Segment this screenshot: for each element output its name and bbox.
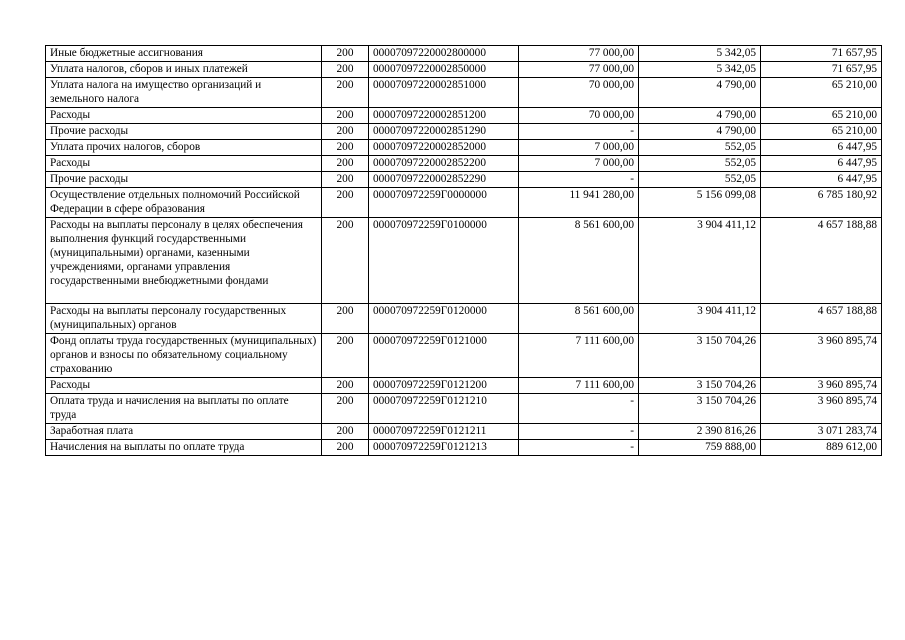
remaining-amount-cell: 65 210,00 — [761, 108, 882, 124]
assigned-amount-cell: 77 000,00 — [519, 46, 639, 62]
line-code-cell: 200 — [322, 424, 369, 440]
executed-amount-cell: 4 790,00 — [639, 124, 761, 140]
executed-amount-cell: 552,05 — [639, 156, 761, 172]
executed-amount-cell: 5 342,05 — [639, 62, 761, 78]
budget-code-cell: 000070972259Г0120000 — [369, 304, 519, 334]
table-row — [46, 304, 882, 334]
table-row — [46, 46, 882, 62]
budget-code-cell: 000070972259Г0100000 — [369, 218, 519, 304]
executed-amount-cell: 3 150 704,26 — [639, 378, 761, 394]
row-name-cell: Начисления на выплаты по оплате труда — [46, 440, 322, 456]
executed-amount-cell: 2 390 816,26 — [639, 424, 761, 440]
row-name-cell: Расходы — [46, 108, 322, 124]
row-name-cell: Расходы на выплаты персоналу государственных (муниципальных) органов — [46, 304, 322, 334]
row-name-cell: Расходы — [46, 156, 322, 172]
budget-execution-table — [45, 45, 882, 456]
assigned-amount-cell: 7 000,00 — [519, 156, 639, 172]
budget-code-cell: 000070972259Г0000000 — [369, 188, 519, 218]
assigned-amount-cell: 7 000,00 — [519, 140, 639, 156]
budget-code-cell: 00007097220002852000 — [369, 140, 519, 156]
row-name-cell: Иные бюджетные ассигнования — [46, 46, 322, 62]
executed-amount-cell: 3 904 411,12 — [639, 218, 761, 304]
budget-code-cell: 000070972259Г0121000 — [369, 334, 519, 378]
line-code-cell: 200 — [322, 304, 369, 334]
remaining-amount-cell: 889 612,00 — [761, 440, 882, 456]
assigned-amount-cell: 8 561 600,00 — [519, 218, 639, 304]
line-code-cell: 200 — [322, 172, 369, 188]
assigned-amount-cell: - — [519, 172, 639, 188]
table-row — [46, 140, 882, 156]
budget-code-cell: 00007097220002800000 — [369, 46, 519, 62]
line-code-cell: 200 — [322, 188, 369, 218]
line-code-cell: 200 — [322, 62, 369, 78]
executed-amount-cell: 3 150 704,26 — [639, 394, 761, 424]
budget-code-cell: 00007097220002852290 — [369, 172, 519, 188]
row-name-cell: Прочие расходы — [46, 124, 322, 140]
executed-amount-cell: 552,05 — [639, 172, 761, 188]
assigned-amount-cell: - — [519, 440, 639, 456]
assigned-amount-cell: 8 561 600,00 — [519, 304, 639, 334]
assigned-amount-cell: - — [519, 124, 639, 140]
assigned-amount-cell: 11 941 280,00 — [519, 188, 639, 218]
line-code-cell: 200 — [322, 218, 369, 304]
assigned-amount-cell: - — [519, 424, 639, 440]
remaining-amount-cell: 6 447,95 — [761, 156, 882, 172]
budget-code-cell: 000070972259Г0121213 — [369, 440, 519, 456]
assigned-amount-cell: 7 111 600,00 — [519, 378, 639, 394]
table-row — [46, 394, 882, 424]
row-name-cell: Заработная плата — [46, 424, 322, 440]
table-row — [46, 108, 882, 124]
remaining-amount-cell: 6 447,95 — [761, 172, 882, 188]
row-name-cell: Уплата прочих налогов, сборов — [46, 140, 322, 156]
line-code-cell: 200 — [322, 394, 369, 424]
line-code-cell: 200 — [322, 78, 369, 108]
remaining-amount-cell: 6 785 180,92 — [761, 188, 882, 218]
executed-amount-cell: 3 904 411,12 — [639, 304, 761, 334]
remaining-amount-cell: 3 071 283,74 — [761, 424, 882, 440]
remaining-amount-cell: 65 210,00 — [761, 78, 882, 108]
row-name-cell: Осуществление отдельных полномочий Российской Федерации в сфере образования — [46, 188, 322, 218]
assigned-amount-cell: 70 000,00 — [519, 108, 639, 124]
budget-code-cell: 000070972259Г0121200 — [369, 378, 519, 394]
line-code-cell: 200 — [322, 156, 369, 172]
assigned-amount-cell: 77 000,00 — [519, 62, 639, 78]
row-name-cell: Фонд оплаты труда государственных (муниципальных) органов и взносы по обязательному социальному страхованию — [46, 334, 322, 378]
row-name-cell: Прочие расходы — [46, 172, 322, 188]
document-page — [45, 45, 882, 456]
assigned-amount-cell: - — [519, 394, 639, 424]
table-row — [46, 124, 882, 140]
table-row — [46, 440, 882, 456]
line-code-cell: 200 — [322, 440, 369, 456]
budget-code-cell: 000070972259Г0121211 — [369, 424, 519, 440]
remaining-amount-cell: 4 657 188,88 — [761, 304, 882, 334]
line-code-cell: 200 — [322, 46, 369, 62]
line-code-cell: 200 — [322, 108, 369, 124]
budget-code-cell: 00007097220002852200 — [369, 156, 519, 172]
table-row — [46, 156, 882, 172]
remaining-amount-cell: 65 210,00 — [761, 124, 882, 140]
executed-amount-cell: 4 790,00 — [639, 108, 761, 124]
table-row — [46, 334, 882, 378]
budget-code-cell: 00007097220002851200 — [369, 108, 519, 124]
executed-amount-cell: 759 888,00 — [639, 440, 761, 456]
table-row — [46, 378, 882, 394]
table-row — [46, 188, 882, 218]
executed-amount-cell: 5 156 099,08 — [639, 188, 761, 218]
table-row — [46, 78, 882, 108]
remaining-amount-cell: 3 960 895,74 — [761, 334, 882, 378]
row-name-cell: Уплата налога на имущество организаций и земельного налога — [46, 78, 322, 108]
executed-amount-cell: 5 342,05 — [639, 46, 761, 62]
executed-amount-cell: 552,05 — [639, 140, 761, 156]
table-row — [46, 218, 882, 304]
assigned-amount-cell: 7 111 600,00 — [519, 334, 639, 378]
line-code-cell: 200 — [322, 334, 369, 378]
row-name-cell: Расходы — [46, 378, 322, 394]
remaining-amount-cell: 6 447,95 — [761, 140, 882, 156]
table-row — [46, 62, 882, 78]
table-row — [46, 172, 882, 188]
line-code-cell: 200 — [322, 378, 369, 394]
row-name-cell: Оплата труда и начисления на выплаты по оплате труда — [46, 394, 322, 424]
budget-code-cell: 000070972259Г0121210 — [369, 394, 519, 424]
remaining-amount-cell: 71 657,95 — [761, 46, 882, 62]
table-row — [46, 424, 882, 440]
executed-amount-cell: 4 790,00 — [639, 78, 761, 108]
row-name-cell: Расходы на выплаты персоналу в целях обеспечения выполнения функций государственными (муниципальными) органами, казенными учреждениями, органами управления государственными внебюджетными фондами — [46, 218, 322, 304]
remaining-amount-cell: 3 960 895,74 — [761, 378, 882, 394]
budget-code-cell: 00007097220002851290 — [369, 124, 519, 140]
budget-code-cell: 00007097220002851000 — [369, 78, 519, 108]
line-code-cell: 200 — [322, 140, 369, 156]
row-name-cell: Уплата налогов, сборов и иных платежей — [46, 62, 322, 78]
remaining-amount-cell: 4 657 188,88 — [761, 218, 882, 304]
budget-code-cell: 00007097220002850000 — [369, 62, 519, 78]
executed-amount-cell: 3 150 704,26 — [639, 334, 761, 378]
remaining-amount-cell: 71 657,95 — [761, 62, 882, 78]
line-code-cell: 200 — [322, 124, 369, 140]
assigned-amount-cell: 70 000,00 — [519, 78, 639, 108]
remaining-amount-cell: 3 960 895,74 — [761, 394, 882, 424]
